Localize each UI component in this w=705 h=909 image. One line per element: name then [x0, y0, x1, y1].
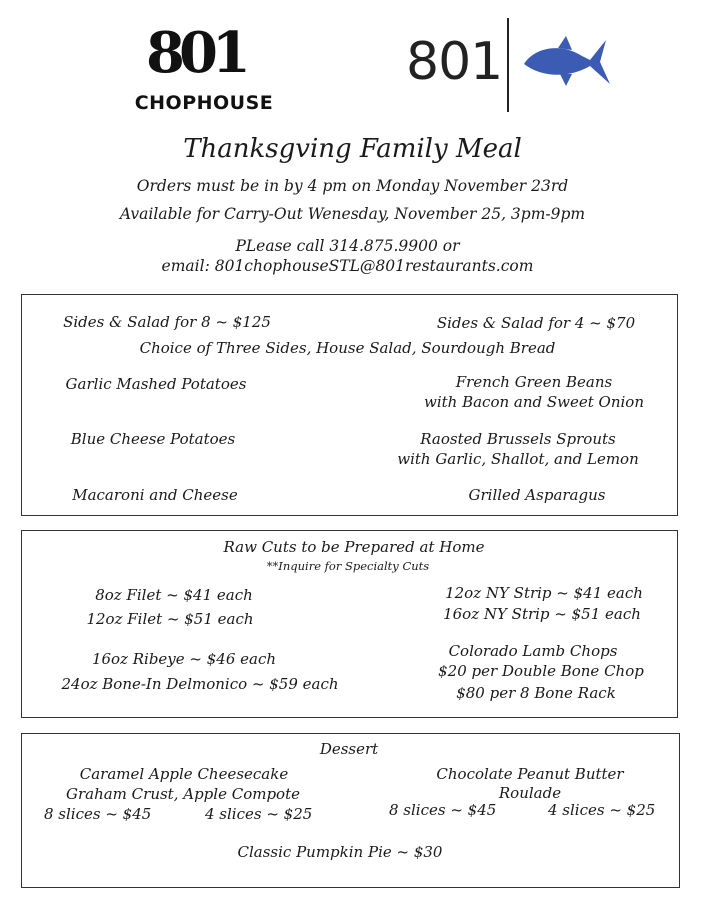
phone-line: PLease call 314.875.9900 or	[235, 237, 460, 255]
sides-price-8: Sides & Salad for 8 ~ $125	[63, 313, 271, 331]
availability: Available for Carry-Out Wenesday, November 25, 3pm-9pm	[119, 205, 586, 223]
side-mac: Macaroni and Cheese	[72, 486, 238, 504]
dessert-title: Dessert	[319, 740, 379, 758]
fish-icon	[520, 34, 612, 88]
logo-divider	[507, 18, 509, 112]
chophouse-logo	[128, 18, 280, 116]
side-garlic-mashed: Garlic Mashed Potatoes	[65, 375, 247, 393]
side-brussels: Raosted Brussels Sprouts	[420, 430, 616, 448]
roulade-price-8: 8 slices ~ $45	[389, 801, 497, 819]
lamb-rack: $80 per 8 Bone Rack	[456, 684, 616, 702]
cut-filet-8: 8oz Filet ~ $41 each	[95, 586, 253, 604]
cheesecake-price-8: 8 slices ~ $45	[44, 805, 152, 823]
order-deadline: Orders must be in by 4 pm on Monday November 23rd	[136, 177, 569, 195]
cut-ribeye: 16oz Ribeye ~ $46 each	[91, 650, 277, 668]
fish-logo-mark: 801	[406, 32, 503, 92]
side-brussels-detail: with Garlic, Shallot, and Lemon	[397, 450, 639, 468]
chophouse-logo-name: CHOPHOUSE	[134, 92, 274, 114]
sides-choice: Choice of Three Sides, House Salad, Sourdough Bread	[139, 339, 556, 357]
roulade-price-4: 4 slices ~ $25	[548, 801, 656, 819]
cheesecake-price-4: 4 slices ~ $25	[205, 805, 313, 823]
cuts-subtitle: **Inquire for Specialty Cuts	[266, 559, 430, 573]
side-asparagus: Grilled Asparagus	[468, 486, 606, 504]
lamb-title: Colorado Lamb Chops	[448, 642, 618, 660]
lamb-double: $20 per Double Bone Chop	[438, 662, 644, 680]
page-title: Thanksgving Family Meal	[183, 134, 522, 164]
roulade-name: Chocolate Peanut Butter	[436, 765, 624, 783]
pumpkin-pie: Classic Pumpkin Pie ~ $30	[237, 843, 443, 861]
cuts-title: Raw Cuts to be Prepared at Home	[223, 538, 485, 556]
roulade-name-2: Roulade	[498, 784, 562, 802]
chophouse-logo-mark: 801	[146, 20, 245, 86]
side-green-beans-detail: with Bacon and Sweet Onion	[423, 393, 644, 411]
cut-strip-12: 12oz NY Strip ~ $41 each	[445, 584, 643, 602]
cheesecake-name: Caramel Apple Cheesecake	[79, 765, 289, 783]
email-line: email: 801chophouseSTL@801restaurants.com	[161, 257, 534, 275]
side-blue-cheese: Blue Cheese Potatoes	[70, 430, 236, 448]
sides-price-4: Sides & Salad for 4 ~ $70	[436, 314, 636, 332]
cut-delmonico: 24oz Bone-In Delmonico ~ $59 each	[61, 675, 339, 693]
cheesecake-detail: Graham Crust, Apple Compote	[65, 785, 300, 803]
cut-strip-16: 16oz NY Strip ~ $51 each	[443, 605, 641, 623]
cut-filet-12: 12oz Filet ~ $51 each	[86, 610, 254, 628]
side-green-beans: French Green Beans	[455, 373, 613, 391]
